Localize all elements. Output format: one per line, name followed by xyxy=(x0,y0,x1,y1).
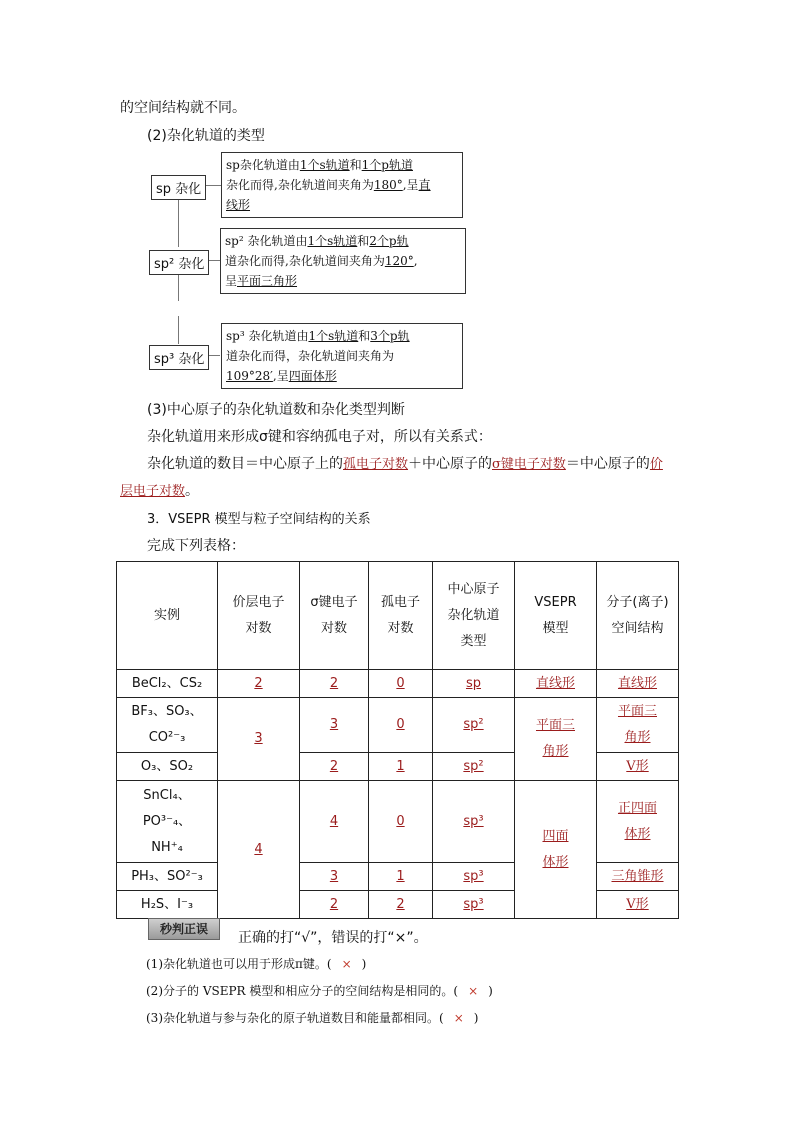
cell-valence-pairs: 2 xyxy=(218,670,300,698)
cell-vsepr: 四面体形 xyxy=(515,781,597,919)
cell-hybrid: sp xyxy=(433,670,515,698)
complete-table-label: 完成下列表格： xyxy=(147,538,245,554)
cell-lone: 0 xyxy=(369,670,433,698)
cell-example: PH₃、SO²⁻₃ xyxy=(117,863,218,891)
quiz-badge: 秒判正误 xyxy=(148,918,220,940)
table-header-row xyxy=(117,562,679,670)
cell-example: BF₃、SO₃、CO²⁻₃ xyxy=(117,698,218,753)
cell-hybrid: sp³ xyxy=(433,891,515,919)
cell-shape: 平面三角形 xyxy=(597,698,679,753)
table-row xyxy=(117,781,679,863)
header-shape: 分子(离子)空间结构 xyxy=(597,562,679,670)
table-row xyxy=(117,698,679,753)
header-vsepr-model: VSEPR模型 xyxy=(515,562,597,670)
cell-shape: V形 xyxy=(597,753,679,781)
header-example: 实例 xyxy=(117,562,218,670)
sp-hybrid-description: sp杂化轨道由1个s轨道和1个p轨道 杂化而得,杂化轨道间夹角为180°,呈直 线形 xyxy=(221,152,463,218)
sp3-hybrid-label: sp³ 杂化 xyxy=(149,345,209,370)
cell-shape: 三角锥形 xyxy=(597,863,679,891)
answer-mark: × xyxy=(341,957,352,971)
cell-sigma: 3 xyxy=(300,863,369,891)
answer-mark: × xyxy=(453,1011,464,1025)
cell-shape: V形 xyxy=(597,891,679,919)
section3-title: (3)中心原子的杂化轨道数和杂化类型判断 xyxy=(147,402,405,418)
table-row xyxy=(117,670,679,698)
cell-lone: 1 xyxy=(369,753,433,781)
sp2-hybrid-description: sp² 杂化轨道由1个s轨道和2个p轨 道杂化而得,杂化轨道间夹角为120°, 呈平面三角形 xyxy=(220,228,466,294)
section-heading: 3．VSEPR 模型与粒子空间结构的关系 xyxy=(147,512,371,527)
cell-valence-pairs: 3 xyxy=(218,698,300,781)
cell-sigma: 4 xyxy=(300,781,369,863)
answer-mark: × xyxy=(468,984,479,998)
intro-tail: 的空间结构就不同。 xyxy=(120,100,246,116)
cell-lone: 0 xyxy=(369,698,433,753)
cell-example: O₃、SO₂ xyxy=(117,753,218,781)
sp3-hybrid-description: sp³ 杂化轨道由1个s轨道和3个p轨 道杂化而得，杂化轨道间夹角为 109°28′,呈四面体形 xyxy=(221,323,463,389)
cell-hybrid: sp³ xyxy=(433,781,515,863)
cell-sigma: 2 xyxy=(300,753,369,781)
cell-hybrid: sp² xyxy=(433,698,515,753)
formula-line-cont: 层电子对数。 xyxy=(120,483,200,499)
cell-hybrid: sp² xyxy=(433,753,515,781)
cell-example: H₂S、I⁻₃ xyxy=(117,891,218,919)
cell-hybrid: sp³ xyxy=(433,863,515,891)
formula-line: 杂化轨道的数目＝中心原子上的孤电子对数＋中心原子的σ键电子对数＝中心原子的价 xyxy=(147,456,663,472)
header-hybrid-type: 中心原子杂化轨道类型 xyxy=(433,562,515,670)
cell-lone: 0 xyxy=(369,781,433,863)
cell-vsepr: 直线形 xyxy=(515,670,597,698)
quiz-instruction: 正确的打“√”，错误的打“×”。 xyxy=(238,930,428,946)
cell-shape: 直线形 xyxy=(597,670,679,698)
quiz-item: (2)分子的 VSEPR 模型和相应分子的空间结构是相同的。( × ) xyxy=(146,984,493,998)
cell-lone: 2 xyxy=(369,891,433,919)
cell-shape: 正四面体形 xyxy=(597,781,679,863)
vsepr-table xyxy=(116,561,679,919)
cell-example: SnCl₄、PO³⁻₄、NH⁺₄ xyxy=(117,781,218,863)
cell-sigma: 2 xyxy=(300,891,369,919)
section2-title: (2)杂化轨道的类型 xyxy=(147,128,265,144)
cell-example: BeCl₂、CS₂ xyxy=(117,670,218,698)
sp-hybrid-label: sp 杂化 xyxy=(151,175,206,200)
quiz-item: (3)杂化轨道与参与杂化的原子轨道数目和能量都相同。( × ) xyxy=(146,1011,479,1025)
cell-valence-pairs: 4 xyxy=(218,781,300,919)
relation-intro: 杂化轨道用来形成σ键和容纳孤电子对，所以有关系式： xyxy=(147,429,492,445)
header-valence-pairs: 价层电子对数 xyxy=(218,562,300,670)
quiz-item: (1)杂化轨道也可以用于形成π键。( × ) xyxy=(146,957,367,971)
cell-vsepr: 平面三角形 xyxy=(515,698,597,781)
cell-lone: 1 xyxy=(369,863,433,891)
cell-sigma: 3 xyxy=(300,698,369,753)
cell-sigma: 2 xyxy=(300,670,369,698)
header-sigma-pairs: σ键电子对数 xyxy=(300,562,369,670)
sp2-hybrid-label: sp² 杂化 xyxy=(149,250,209,275)
header-lone-pairs: 孤电子对数 xyxy=(369,562,433,670)
